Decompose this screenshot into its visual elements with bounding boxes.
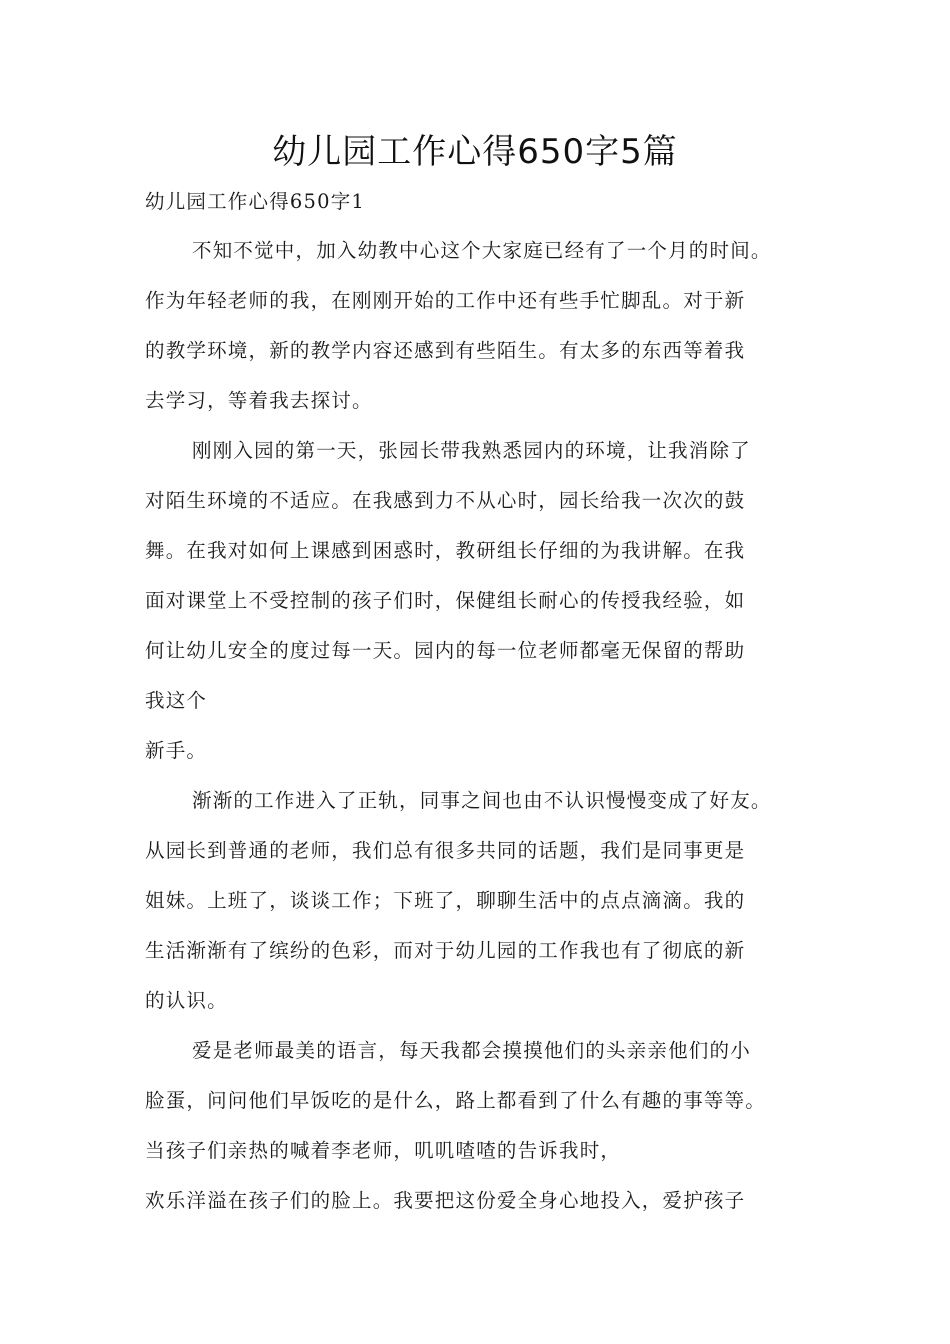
paragraph-line: 渐渐的工作进入了正轨，同事之间也由不认识慢慢变成了好友。 [192, 789, 772, 812]
paragraph-line: 去学习，等着我去探讨。 [145, 389, 373, 412]
paragraph-line: 姐妹。上班了，谈谈工作；下班了，聊聊生活中的点点滴滴。我的 [145, 889, 746, 912]
paragraph-line: 不知不觉中，加入幼教中心这个大家庭已经有了一个月的时间。 [192, 239, 772, 262]
paragraph-line: 舞。在我对如何上课感到困惑时，教研组长仔细的为我讲解。在我 [145, 539, 746, 562]
document-title: 幼儿园工作心得650字5篇 [272, 132, 678, 172]
paragraph-line: 面对课堂上不受控制的孩子们时，保健组长耐心的传授我经验，如 [145, 589, 746, 612]
paragraph-line: 爱是老师最美的语言，每天我都会摸摸他们的头亲亲他们的小 [192, 1039, 751, 1062]
paragraph-line: 从园长到普通的老师，我们总有很多共同的话题，我们是同事更是 [145, 839, 746, 862]
paragraph-line: 脸蛋，问问他们早饭吃的是什么，路上都看到了什么有趣的事等等。 [145, 1089, 767, 1112]
paragraph-line: 何让幼儿安全的度过每一天。园内的每一位老师都毫无保留的帮助 [145, 639, 746, 662]
section-heading: 幼儿园工作心得650字1 [145, 190, 366, 213]
paragraph-line: 作为年轻老师的我，在刚刚开始的工作中还有些手忙脚乱。对于新 [145, 289, 746, 312]
paragraph-line: 新手。 [145, 739, 208, 762]
paragraph-line: 的认识。 [145, 989, 228, 1012]
paragraph-line: 欢乐洋溢在孩子们的脸上。我要把这份爱全身心地投入，爱护孩子 [145, 1189, 746, 1212]
paragraph-line: 生活渐渐有了缤纷的色彩，而对于幼儿园的工作我也有了彻底的新 [145, 939, 746, 962]
paragraph-line: 当孩子们亲热的喊着李老师，叽叽喳喳的告诉我时， [145, 1139, 622, 1162]
paragraph-line: 我这个 [145, 689, 208, 712]
paragraph-line: 刚刚入园的第一天，张园长带我熟悉园内的环境，让我消除了 [192, 439, 751, 462]
paragraph-line: 的教学环境，新的教学内容还感到有些陌生。有太多的东西等着我 [145, 339, 746, 362]
paragraph-line: 对陌生环境的不适应。在我感到力不从心时，园长给我一次次的鼓 [145, 489, 746, 512]
